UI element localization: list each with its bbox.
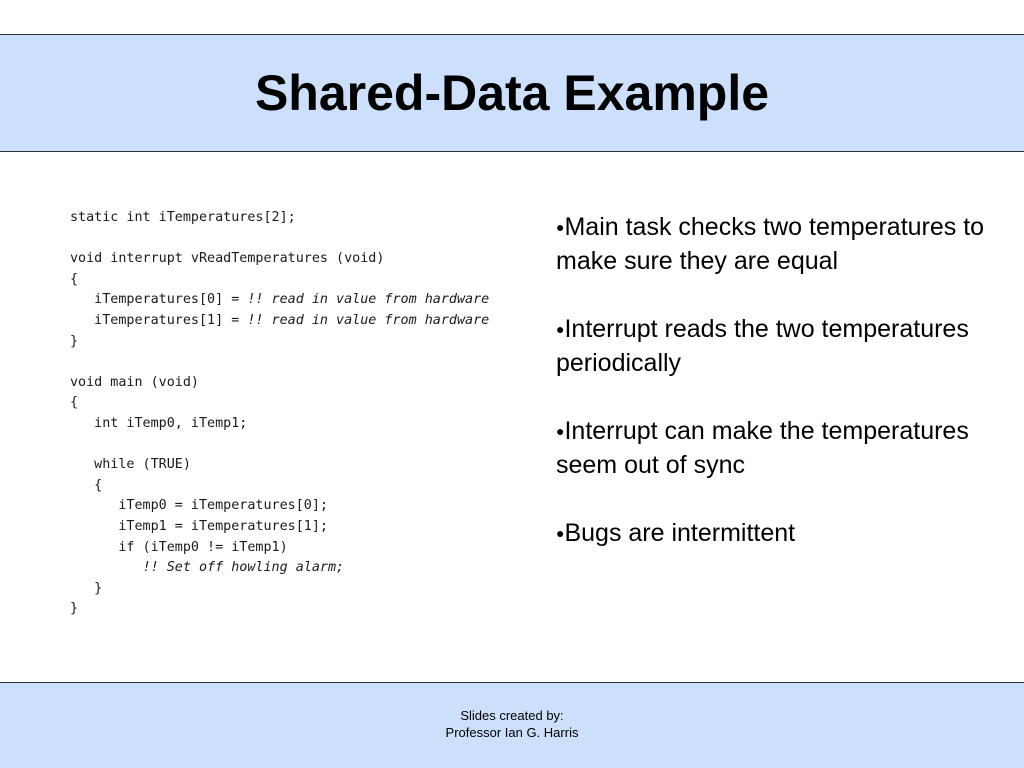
code-comment: !! read in value from hardware <box>247 292 490 308</box>
code-line <box>70 270 489 291</box>
code-line <box>70 496 489 517</box>
bullet-dot-icon: ● <box>556 525 565 541</box>
code-text: { <box>70 477 103 493</box>
code-line <box>70 352 489 373</box>
code-text: iTemp1 = iTemperatures[1]; <box>70 518 328 534</box>
bullet-text: Interrupt reads the two temperatures periodically <box>556 315 969 377</box>
code-text: int iTemp0, iTemp1; <box>70 415 248 431</box>
bullet-item <box>556 312 996 380</box>
code-line <box>70 599 489 620</box>
code-comment: !! Set off howling alarm; <box>142 560 345 576</box>
bullet-text: Main task checks two temperatures to make sure they are equal <box>556 213 985 275</box>
code-line <box>70 332 489 353</box>
footer-band <box>0 682 1024 768</box>
code-text: } <box>70 601 79 617</box>
bullet-text: Bugs are intermittent <box>564 519 796 547</box>
code-line <box>70 517 489 538</box>
code-line <box>70 290 489 311</box>
code-listing <box>70 208 489 620</box>
code-text: { <box>70 395 79 411</box>
code-text: iTemp0 = iTemperatures[0]; <box>70 498 328 514</box>
bullet-item <box>556 414 996 482</box>
code-line <box>70 229 489 250</box>
slide-title: Shared-Data Example <box>254 65 770 121</box>
code-line <box>70 249 489 270</box>
code-line <box>70 435 489 456</box>
bullet-text: Interrupt can make the temperatures seem out of sync <box>556 417 969 479</box>
code-line <box>70 311 489 332</box>
footer-credit <box>0 707 1024 741</box>
code-line <box>70 414 489 435</box>
code-text: iTemperatures[0] = <box>70 292 248 308</box>
code-text: void interrupt vReadTemperatures (void) <box>70 251 385 267</box>
code-line <box>70 538 489 559</box>
code-line <box>70 373 489 394</box>
code-text: if (iTemp0 != iTemp1) <box>70 539 288 555</box>
code-line <box>70 558 489 579</box>
code-text <box>70 560 143 575</box>
code-text: void main (void) <box>70 374 199 390</box>
code-line <box>70 579 489 600</box>
code-comment: !! read in value from hardware <box>247 312 490 328</box>
code-text: { <box>70 271 79 287</box>
footer-line-2: Professor Ian G. Harris <box>445 725 579 740</box>
footer-line-1: Slides created by: <box>460 708 564 723</box>
code-text: iTemperatures[1] = <box>70 312 248 328</box>
bullet-item <box>556 210 996 278</box>
code-text: while (TRUE) <box>70 457 191 473</box>
bullet-dot-icon: ● <box>556 423 565 439</box>
bullet-item <box>556 516 996 550</box>
code-line <box>70 208 489 229</box>
code-text: static int iTemperatures[2]; <box>70 210 296 225</box>
bullet-dot-icon: ● <box>556 321 565 337</box>
title-band <box>0 34 1024 152</box>
bullet-list <box>556 210 996 584</box>
code-line <box>70 476 489 497</box>
bullet-dot-icon: ● <box>556 219 565 235</box>
code-text: } <box>70 333 79 349</box>
code-line <box>70 455 489 476</box>
code-line <box>70 393 489 414</box>
code-text: } <box>70 580 103 596</box>
